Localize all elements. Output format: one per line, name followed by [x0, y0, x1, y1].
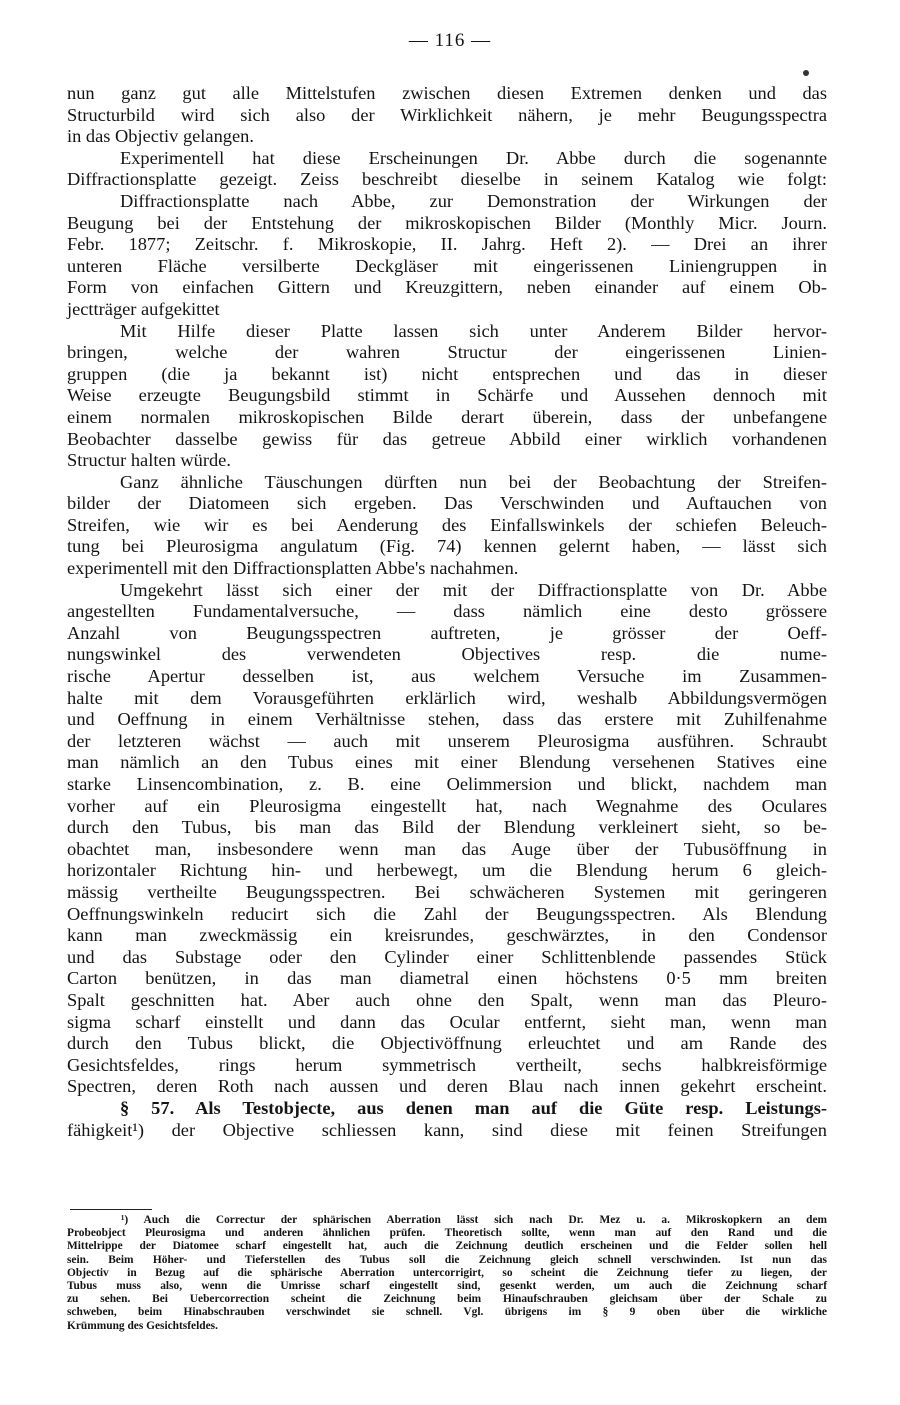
text-line: nungswinkel des verwendeten Objectives resp. die nume- [67, 644, 827, 665]
text-line: vorher auf ein Pleurosigma eingestellt hat, nach Wegnahme des Oculares [67, 795, 827, 816]
text-line: Structur halten würde. [67, 450, 231, 471]
text-line: tung bei Pleurosigma angulatum (Fig. 74) kennen gelernt haben, — lässt sich [67, 536, 827, 557]
footnote-line: Krümmung des Gesichtsfeldes. [67, 1319, 218, 1332]
footnote-line: sein. Beim Höher- und Tieferstellen des Tubus soll die Zeichnung gleich schnell verschwinden. Ist nun das [67, 1253, 827, 1266]
text-line: fähigkeit¹) der Objective schliessen kann, sind diese mit feinen Streifungen [67, 1119, 827, 1140]
text-line: angestellten Fundamentalversuche, — dass nämlich eine desto grössere [67, 601, 827, 622]
footnote-line: Objectiv in Bezug auf die sphärische Aberration untercorrigirt, so scheint die Zeichnung tiefer zu liegen, der [67, 1266, 827, 1279]
text-line: experimentell mit den Diffractionsplatten Abbe's nachahmen. [67, 558, 519, 579]
text-line: Anzahl von Beugungsspectren auftreten, je grösser der Oeff- [67, 622, 827, 643]
text-line: horizontaler Richtung hin- und herbewegt, um die Blendung herum 6 gleich- [67, 860, 827, 881]
text-line: unteren Fläche versilberte Deckgläser mit eingerissenen Liniengruppen in [67, 255, 827, 276]
text-line: kann man zweckmässig ein kreisrundes, geschwärztes, in den Condensor [67, 925, 827, 946]
text-line: Gesichtsfeldes, rings herum symmetrisch vertheilt, sechs halbkreisförmige [67, 1054, 827, 1075]
footnote-block [67, 1214, 827, 1333]
text-line: Diffractionsplatte gezeigt. Zeiss beschreibt dieselbe in seinem Katalog wie folgt: [67, 169, 827, 190]
text-line: Spalt geschnitten hat. Aber auch ohne den Spalt, wenn man das Pleuro- [67, 989, 827, 1010]
text-line: obachtet man, insbesondere wenn man das Auge über der Tubusöffnung in [67, 838, 827, 859]
text-line: durch den Tubus, bis man das Bild der Blendung verkleinert sieht, so be- [67, 817, 827, 838]
text-line: sigma scharf einstellt und dann das Ocular entfernt, sieht man, wenn man [67, 1011, 827, 1032]
text-line: gruppen (die ja bekannt ist) nicht entsprechen und das in dieser [67, 363, 827, 384]
footnote-line: Tubus muss also, wenn die Umrisse scharf eingestellt sind, gesenkt werden, um auch die Zeichnung scharf [67, 1279, 827, 1292]
text-line: einem normalen mikroskopischen Bilde derart überein, dass der unbefangene [67, 406, 827, 427]
text-line: Structurbild wird sich also der Wirklichkeit nähern, je mehr Beugungsspectra [67, 104, 827, 125]
main-text [67, 83, 827, 1141]
footnote-line: Probeobject Pleurosigma und anderen ähnlichen prüfen. Theoretisch sollte, wenn man auf den Rand und die [67, 1227, 827, 1240]
text-line: und das Substage oder den Cylinder einer Schlittenblende passendes Stück [67, 946, 827, 967]
text-line: Weise erzeugte Beugungsbild stimmt in Schärfe und Aussehen dennoch mit [67, 385, 827, 406]
footnote-line: schweben, beim Hinabschrauben verschwindet sie schnell. Vgl. übrigens im § 9 oben über die wirkliche [67, 1306, 827, 1319]
text-line: Carton benützen, in das man diametral einen höchstens 0·5 mm breiten [67, 968, 827, 989]
text-line: jectträger aufgekittet [67, 298, 220, 319]
section-57-heading-line: § 57. Als Testobjecte, aus denen man auf die Güte resp. Leistungs- [120, 1097, 827, 1118]
text-line: Experimentell hat diese Erscheinungen Dr. Abbe durch die sogenannte [120, 147, 827, 168]
text-line: bringen, welche der wahren Structur der eingerissenen Linien- [67, 342, 827, 363]
footnote-divider [70, 1209, 152, 1210]
text-line: man nämlich an den Tubus eines mit einer Blendung versehenen Statives eine [67, 752, 827, 773]
text-line: Mit Hilfe dieser Platte lassen sich unter Anderem Bilder hervor- [120, 320, 827, 341]
text-line: starke Linsencombination, z. B. eine Oelimmersion und blickt, nachdem man [67, 774, 827, 794]
page-number: — 116 — [408, 30, 492, 51]
text-line: Beobachter dasselbe gewiss für das getreue Abbild einer wirklich vorhandenen [67, 428, 827, 449]
text-line: Streifen, wie wir es bei Aenderung des Einfallswinkels der schiefen Beleuch- [67, 514, 827, 535]
text-line: Umgekehrt lässt sich einer der mit der Diffractionsplatte von Dr. Abbe [120, 579, 827, 600]
text-line: durch den Tubus blickt, die Objectivöffnung erleuchtet und am Rande des [67, 1033, 827, 1054]
text-line: nun ganz gut alle Mittelstufen zwischen diesen Extremen denken und das [67, 83, 827, 103]
text-line: Beugung bei der Entstehung der mikroskopischen Bilder (Monthly Micr. Journ. [67, 212, 827, 233]
text-line: Diffractionsplatte nach Abbe, zur Demonstration der Wirkungen der [120, 190, 827, 211]
text-line: Febr. 1877; Zeitschr. f. Mikroskopie, II. Jahrg. Heft 2). — Drei an ihrer [67, 234, 827, 255]
text-line: in das Objectiv gelangen. [67, 126, 254, 147]
text-line: der letzteren wächst — auch mit unserem Pleurosigma ausführen. Schraubt [67, 730, 827, 751]
text-line: mässig vertheilte Beugungsspectren. Bei schwächeren Systemen mit geringeren [67, 881, 827, 902]
text-line: Oeffnungswinkeln reducirt sich die Zahl der Beugungsspectren. Als Blendung [67, 903, 827, 924]
text-line: Spectren, deren Roth nach aussen und deren Blau nach innen gekehrt erscheint. [67, 1076, 827, 1097]
text-line: Ganz ähnliche Täuschungen dürften nun bei der Beobachtung der Streifen- [120, 471, 827, 492]
footnote-line: Mittelrippe der Diatomee scharf eingestellt hat, auch die Zeichnung deutlich erscheinen und die Felder sollen hell [67, 1240, 827, 1253]
footnote-line: zu sehen. Bei Uebercorrection scheint die Zeichnung beim Hinaufschrauben gleichsam über der Schale zu [67, 1293, 827, 1306]
text-line: halte mit dem Vorausgeführten erklärlich wird, weshalb Abbildungsvermögen [67, 687, 827, 708]
text-line: und Oeffnung in einem Verhältnisse stehen, dass das erstere mit Zuhilfenahme [67, 709, 827, 730]
text-line: Form von einfachen Gittern und Kreuzgittern, neben einander auf einem Ob- [67, 277, 827, 298]
footnote-line: ¹) Auch die Correctur der sphärischen Aberration lässt sich nach Dr. Mez u. a. Mikroskopkern an dem [121, 1214, 827, 1226]
text-line: rische Apertur desselben ist, aus welchem Versuche im Zusammen- [67, 666, 827, 687]
text-line: bilder der Diatomeen sich ergeben. Das Verschwinden und Auftauchen von [67, 493, 827, 514]
ink-dot [803, 70, 809, 76]
